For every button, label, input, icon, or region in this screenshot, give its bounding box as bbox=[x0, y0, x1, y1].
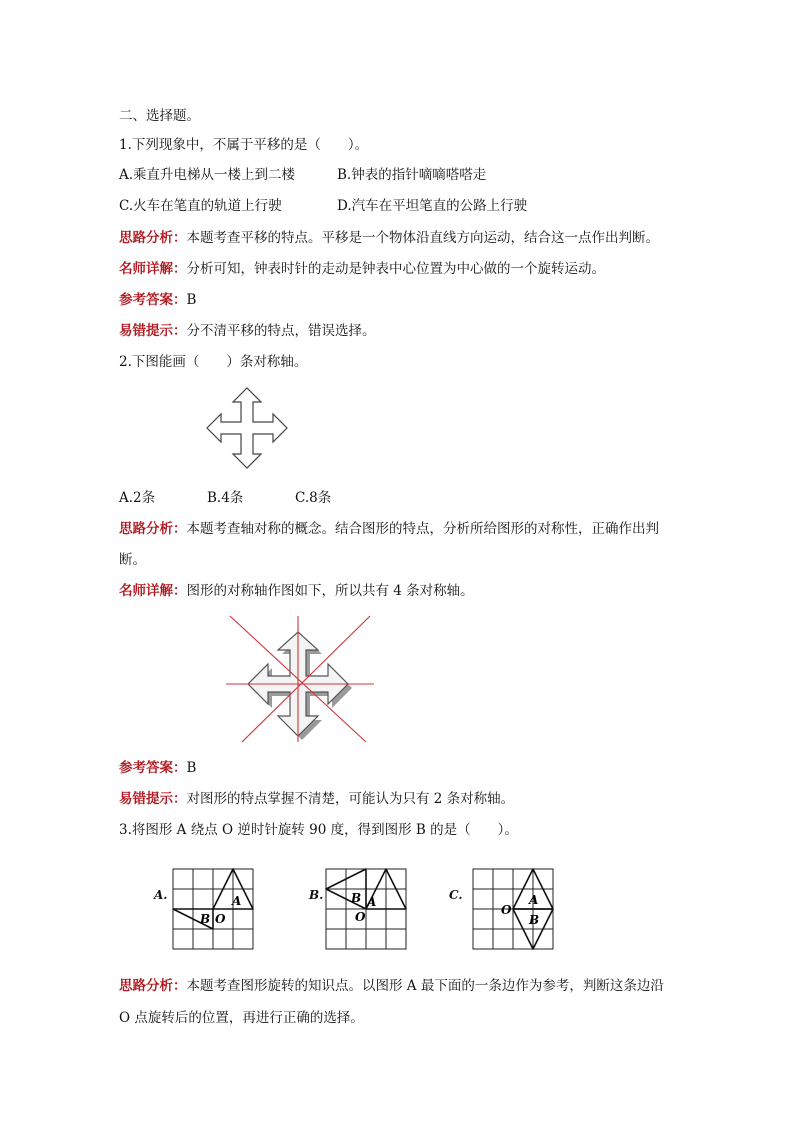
answer-label: 参考答案： bbox=[119, 760, 187, 776]
option-c: C.火车在笔直的轨道上行驶 bbox=[119, 198, 282, 214]
label-a: A bbox=[367, 895, 377, 909]
analysis-text: 本题考查轴对称的概念。结合图形的特点，分析所给图形的对称性，正确作出判 bbox=[186, 521, 659, 537]
option-label: A. bbox=[154, 888, 168, 902]
label-o: O bbox=[501, 903, 512, 917]
option-label: B. bbox=[309, 888, 324, 902]
question-1-explanation bbox=[119, 260, 605, 278]
question-1-answer bbox=[119, 291, 196, 309]
explain-label: 名师详解： bbox=[119, 261, 187, 277]
rotation-grid-b bbox=[325, 868, 407, 950]
label-b: B bbox=[200, 912, 211, 926]
question-1-options-row-2 bbox=[119, 197, 527, 215]
analysis-text: 本题考查平移的特点。平移是一个物体沿直线方向运动，结合这一点作出判断。 bbox=[186, 230, 659, 246]
question-1-analysis bbox=[119, 229, 659, 247]
figure-b-label bbox=[309, 884, 323, 903]
option-label: C. bbox=[449, 888, 463, 902]
question-1-tip bbox=[119, 322, 376, 340]
explain-label: 名师详解： bbox=[119, 583, 187, 599]
option-b: B.钟表的指针嘀嘀嗒嗒走 bbox=[337, 167, 487, 183]
label-o: O bbox=[215, 912, 226, 926]
option-c: C.8条 bbox=[295, 490, 332, 506]
rotation-grid-c bbox=[472, 868, 554, 950]
analysis-label: 思路分析： bbox=[119, 521, 187, 537]
question-2-analysis bbox=[119, 520, 659, 538]
answer-text: B bbox=[186, 292, 197, 308]
rotation-grid-a bbox=[172, 868, 254, 950]
question-2-explanation bbox=[119, 582, 474, 600]
section-title: 二、选择题。 bbox=[119, 108, 200, 124]
question-1-stem: 1.下列现象中，不属于平移的是（ ）。 bbox=[119, 137, 369, 153]
analysis-label: 思路分析： bbox=[119, 230, 187, 246]
question-1-options-row-1 bbox=[119, 166, 486, 184]
label-a: A bbox=[529, 893, 539, 907]
option-d: D.汽车在平坦笔直的公路上行驶 bbox=[337, 198, 528, 214]
question-2-stem: 2.下图能画（ ）条对称轴。 bbox=[119, 354, 308, 370]
explain-text: 分析可知，钟表时针的走动是钟表中心位置为中心做的一个旋转运动。 bbox=[186, 261, 605, 277]
question-2-answer bbox=[119, 759, 196, 777]
figure-a-label bbox=[154, 884, 168, 903]
figure-c-label bbox=[449, 884, 463, 903]
label-o: O bbox=[355, 910, 366, 924]
question-2-options bbox=[119, 489, 331, 507]
cross-arrow-figure bbox=[205, 386, 289, 470]
option-a: A.乘直升电梯从一楼上到二楼 bbox=[119, 167, 296, 183]
symmetry-axes-figure bbox=[226, 614, 374, 744]
option-b: B.4条 bbox=[207, 490, 244, 506]
label-a: A bbox=[232, 894, 242, 908]
option-a: A.2条 bbox=[119, 490, 156, 506]
tip-label: 易错提示： bbox=[119, 323, 187, 339]
analysis-text: 本题考查图形旋转的知识点。以图形 A 最下面的一条边作为参考，判断这条边沿 bbox=[186, 978, 664, 994]
label-b: B bbox=[529, 913, 540, 927]
tip-label: 易错提示： bbox=[119, 791, 187, 807]
label-b: B bbox=[351, 891, 362, 905]
tip-text: 分不清平移的特点，错误选择。 bbox=[186, 323, 376, 339]
tip-text: 对图形的特点掌握不清楚，可能认为只有 2 条对称轴。 bbox=[186, 791, 515, 807]
answer-text: B bbox=[186, 760, 197, 776]
question-2-analysis-cont: 断。 bbox=[119, 552, 146, 568]
question-3-analysis-cont: O 点旋转后的位置，再进行正确的选择。 bbox=[119, 1010, 364, 1026]
question-2-tip bbox=[119, 790, 514, 808]
question-3-analysis bbox=[119, 977, 664, 995]
question-3-stem: 3.将图形 A 绕点 O 逆时针旋转 90 度，得到图形 B 的是（ ）。 bbox=[119, 822, 518, 838]
explain-text: 图形的对称轴作图如下，所以共有 4 条对称轴。 bbox=[186, 583, 474, 599]
analysis-label: 思路分析： bbox=[119, 978, 187, 994]
answer-label: 参考答案： bbox=[119, 292, 187, 308]
